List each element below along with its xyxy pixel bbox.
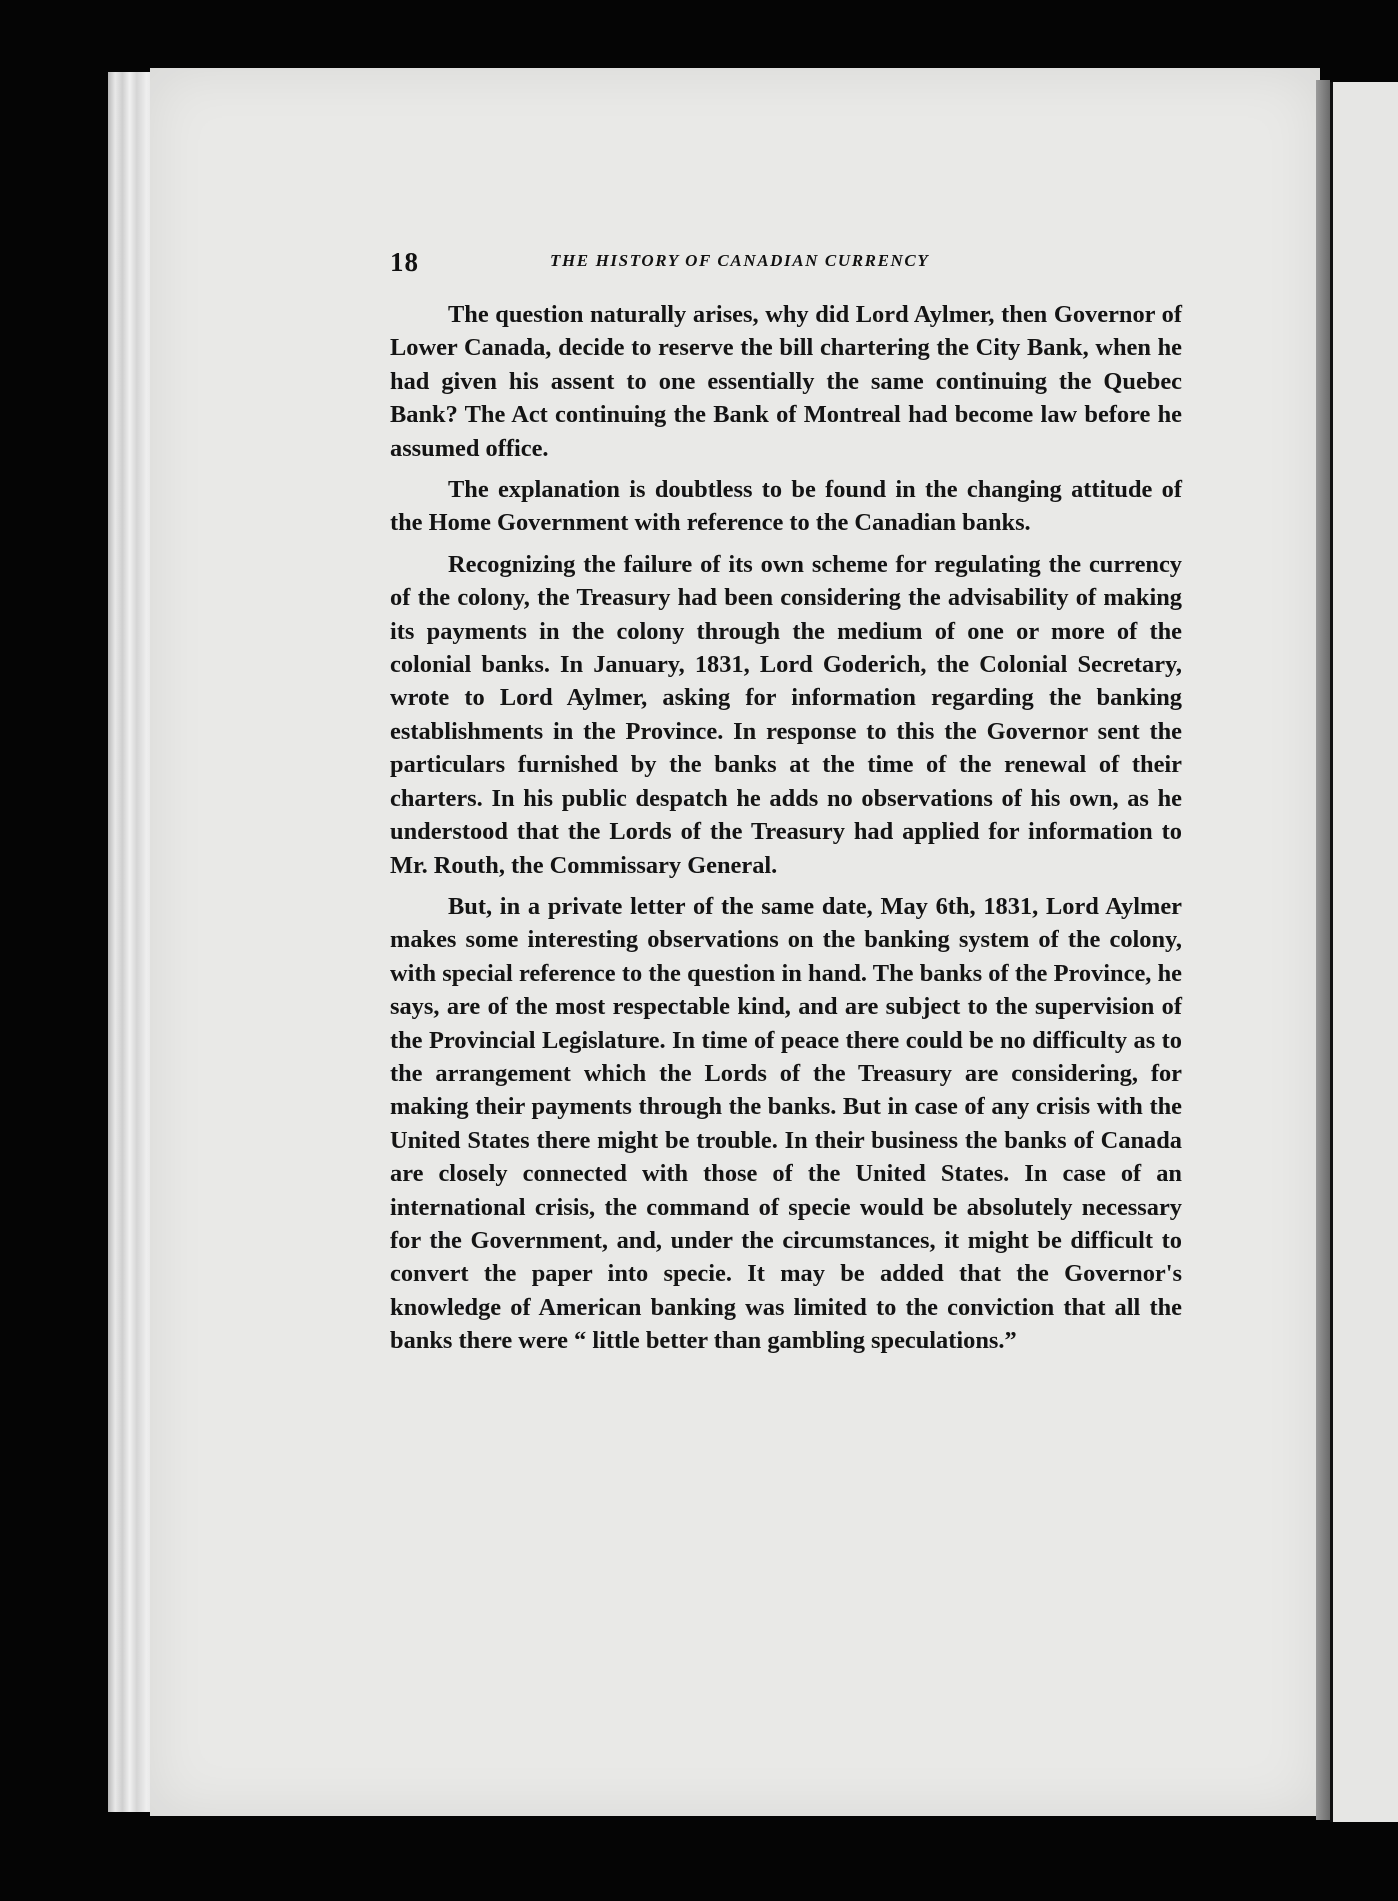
page-gutter — [1316, 80, 1330, 1820]
running-title: THE HISTORY OF CANADIAN CURRENCY — [550, 251, 930, 270]
paragraph: The explanation is doubtless to be found in the changing attitude of the Home Government with reference to the Canadian banks. — [390, 476, 1182, 537]
facing-page-edge — [1330, 82, 1398, 1822]
page-body — [390, 298, 1182, 1366]
paragraph: But, in a private letter of the same date, May 6th, 1831, Lord Aylmer makes some interesting observations on the banking system of the colony, with special reference to the question in hand. The banks of the Province, he says, are of the most respectable kind, and are subject to the supervision of the Provincial Legislature. In time of peace there could be no difficulty as to the arrangement which the Lords of the Treasury are considering, for making their payments through the banks. But in case of any crisis with the United States there might be trouble. In their business the banks of Canada are closely connected with those of the United States. In case of an international crisis, the command of specie would be absolutely necessary for the Government, and, under the circumstances, it might be difficult to convert the paper into specie. It may be added that the Governor's knowledge of American banking was limited to the conviction that all the banks there were “ little better than gambling speculations.” — [390, 892, 1182, 1355]
paragraph: The question naturally arises, why did Lord Aylmer, then Governor of Lower Canada, decide to reserve the bill chartering the City Bank, when he had given his assent to one essentially the same continuing the Quebec Bank? The Act continuing the Bank of Montreal had become law before he assumed office. — [390, 301, 1182, 462]
page-number: 18 — [390, 247, 419, 277]
page-header — [390, 247, 1180, 279]
page-edge-left — [108, 72, 156, 1812]
paragraph: Recognizing the failure of its own scheme for regulating the currency of the colony, the Treasury had been considering the advisability of making its payments in the colony through the medium of one or more of the colonial banks. In January, 1831, Lord Goderich, the Colonial Secretary, wrote to Lord Aylmer, asking for information regarding the banking establishments in the Province. In response to this the Governor sent the particulars furnished by the banks at the time of the renewal of their charters. In his public despatch he adds no observations of his own, as he understood that the Lords of the Treasury had applied for information to Mr. Routh, the Commissary General. — [390, 550, 1182, 879]
